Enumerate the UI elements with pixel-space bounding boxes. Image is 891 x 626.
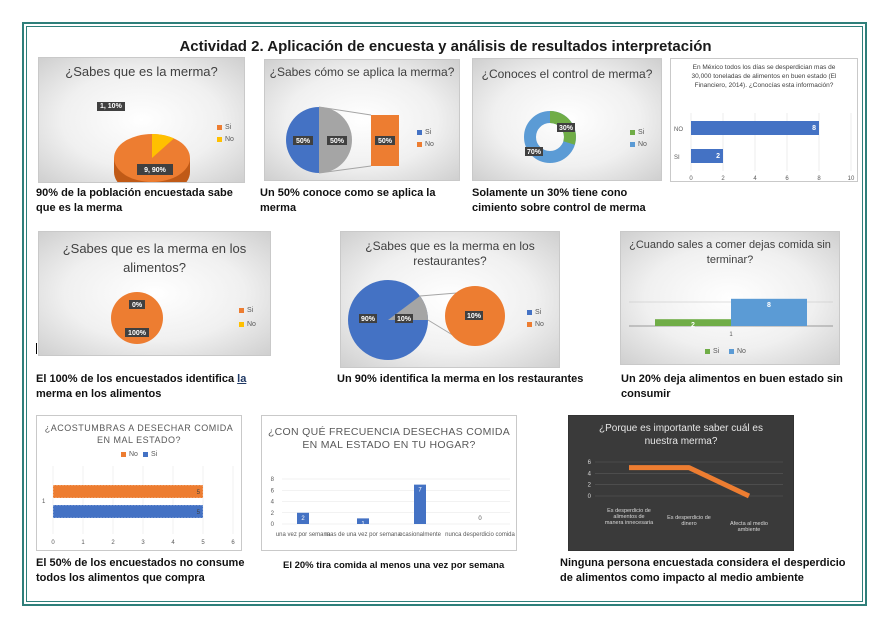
bar-label: 5 <box>196 510 200 516</box>
pie-label: 1, 10% <box>97 102 125 111</box>
category-label: mas de una vez por semana <box>325 532 401 538</box>
bar <box>53 505 203 518</box>
page-title: Actividad 2. Aplicación de encuesta y análisis de resultados interpretación <box>179 38 712 55</box>
chart-conocias-bar <box>670 58 858 182</box>
tick-label: 4 <box>587 471 591 478</box>
tick-label: 0 <box>270 522 274 528</box>
bar-svg <box>37 416 242 551</box>
chart-importancia-line <box>568 415 794 551</box>
category-label: ocasionalmente <box>398 532 442 538</box>
legend-item: Si <box>527 309 541 316</box>
caption: Un 90% identifica la merma en los restaurantes <box>337 373 584 385</box>
bar-label: 2 <box>716 153 720 160</box>
tick-label: 5 <box>201 540 205 546</box>
pie-label: 10% <box>396 316 412 323</box>
bar-label: 8 <box>767 301 771 309</box>
legend-item: Si <box>417 129 431 136</box>
pie-label: 50% <box>377 138 393 145</box>
pie-svg <box>341 232 560 368</box>
caption: El 100% de los encuestados identifica la merma en los alimentos <box>36 373 247 400</box>
tick-label: 4 <box>171 540 175 546</box>
tick-label: 8 <box>817 176 821 182</box>
tick-label: 6 <box>270 488 274 495</box>
tick-label: 2 <box>111 540 115 546</box>
legend-item: Si <box>239 307 253 314</box>
tick-label: 6 <box>785 176 789 182</box>
caption: 90% de la población encuestada sabe que es la merma <box>36 187 233 214</box>
chart-control-merma-donut <box>472 58 662 181</box>
donut-label: 70% <box>526 149 542 156</box>
pie-svg <box>39 232 271 356</box>
bar-label: 5 <box>196 490 200 496</box>
chart-merma-alimentos-pie <box>38 231 271 356</box>
chart-title: ¿Sabes que es la merma en los restaurantes? <box>365 239 535 268</box>
category-label: SI <box>674 155 680 161</box>
tick-label: 3 <box>141 540 145 546</box>
legend-item: Si <box>217 124 231 131</box>
pie-label: 0% <box>131 302 143 309</box>
chart-title: ¿Porque es importante saber cuál es nuestra merma? <box>599 423 763 447</box>
pie-label: 50% <box>329 138 345 145</box>
tick-label: 0 <box>587 494 591 500</box>
legend-item: No <box>630 141 647 148</box>
tick-label: 4 <box>270 499 274 506</box>
category-label: Afecta al medio ambiente <box>730 521 768 533</box>
caption: El 20% tira comida al menos una vez por semana <box>283 560 505 571</box>
series-line <box>629 468 749 496</box>
legend-item: No <box>217 136 234 143</box>
bar-label: 7 <box>418 487 422 494</box>
legend-item: Si <box>630 129 644 136</box>
caption: Un 50% conoce como se aplica la merma <box>260 187 436 214</box>
pie-label: 90% <box>360 316 376 323</box>
chart-merma-pie <box>38 57 245 183</box>
bar-label: 2 <box>301 515 305 522</box>
bar-label: 0 <box>478 516 482 522</box>
caption: Solamente un 30% tiene cono cimiento sobre control de merma <box>472 187 646 214</box>
chart-comida-sin-terminar-bar <box>620 231 840 365</box>
pie-svg <box>265 60 460 181</box>
bar-label: 1 <box>361 521 365 528</box>
tick-label: 6 <box>587 460 591 466</box>
pie-label: 100% <box>128 330 146 337</box>
chart-desechar-bar <box>36 415 242 551</box>
tick-label: 0 <box>689 176 693 182</box>
category-label: Es desperdicio de alimentos de manera innecesaria <box>604 508 654 526</box>
caption: Ninguna persona encuestada considera el desperdicio de alimentos como impacto al medio ambiente <box>560 557 846 584</box>
text-cursor <box>36 343 37 354</box>
caption: Un 20% deja alimentos en buen estado sin consumir <box>621 373 843 400</box>
chart-title: En México todos los días se desperdician mas de 30,000 toneladas de alimentos en buen estado (El Financiero, 2014). ¿Conocías esta información? <box>691 64 837 89</box>
legend-item: No <box>239 321 256 328</box>
donut-label: 30% <box>558 125 574 132</box>
chart-frecuencia-bar <box>261 415 517 551</box>
donut-svg <box>473 59 662 181</box>
pie-label: 9, 90% <box>144 167 166 174</box>
tick-label: 2 <box>721 176 725 182</box>
category-label: Es desperdicio de dinero <box>667 515 711 527</box>
pie-svg <box>39 58 245 183</box>
chart-title: ¿Sabes cómo se aplica la merma? <box>269 65 455 79</box>
tick-label: 0 <box>51 540 55 546</box>
category-label: una vez por semana <box>275 532 331 538</box>
line-svg <box>569 416 794 551</box>
chart-title: ¿Cuando sales a comer dejas comida sin terminar? <box>629 239 831 266</box>
bar-svg <box>671 59 858 182</box>
category-label: nunca desperdicio comida <box>445 532 515 538</box>
bar <box>53 485 203 498</box>
chart-title: ¿Sabes que es la merma? <box>65 64 218 79</box>
bar-label: 8 <box>812 125 816 132</box>
bar <box>691 121 819 135</box>
bar-label: 2 <box>691 322 695 330</box>
bar-svg <box>621 232 840 365</box>
category-label: 1 <box>42 499 46 505</box>
pie-label: 10% <box>466 313 482 320</box>
tick-label: 10 <box>847 176 855 182</box>
category-label: NO <box>674 127 683 133</box>
tick-label: 2 <box>270 510 274 517</box>
chart-merma-restaurantes-pie <box>340 231 560 368</box>
bar-svg <box>262 416 517 551</box>
chart-aplica-merma-pie <box>264 59 460 181</box>
caption: El 50% de los encuestados no consume todos los alimentos que compra <box>36 557 245 584</box>
category-label: 1 <box>729 332 733 338</box>
legend-item: Si <box>143 451 157 458</box>
legend-item: No <box>729 348 746 355</box>
pie-label: 50% <box>295 138 311 145</box>
legend-item: No <box>527 321 544 328</box>
chart-title: ¿Sabes que es la merma en los alimentos? <box>62 241 247 275</box>
tick-label: 1 <box>81 540 85 546</box>
legend-item: No <box>417 141 434 148</box>
tick-label: 8 <box>270 477 274 483</box>
legend-item: Si <box>705 348 719 355</box>
chart-title: ¿ACOSTUMBRAS A DESECHAR COMIDA EN MAL ESTADO? <box>44 423 234 445</box>
legend-item: No <box>121 451 138 458</box>
tick-label: 4 <box>753 176 757 182</box>
chart-title: ¿Conoces el control de merma? <box>481 67 653 81</box>
tick-label: 2 <box>587 482 591 489</box>
chart-title: ¿CON QUÉ FRECUENCIA DESECHAS COMIDA EN MAL ESTADO EN TU HOGAR? <box>267 426 511 451</box>
tick-label: 6 <box>231 540 235 546</box>
